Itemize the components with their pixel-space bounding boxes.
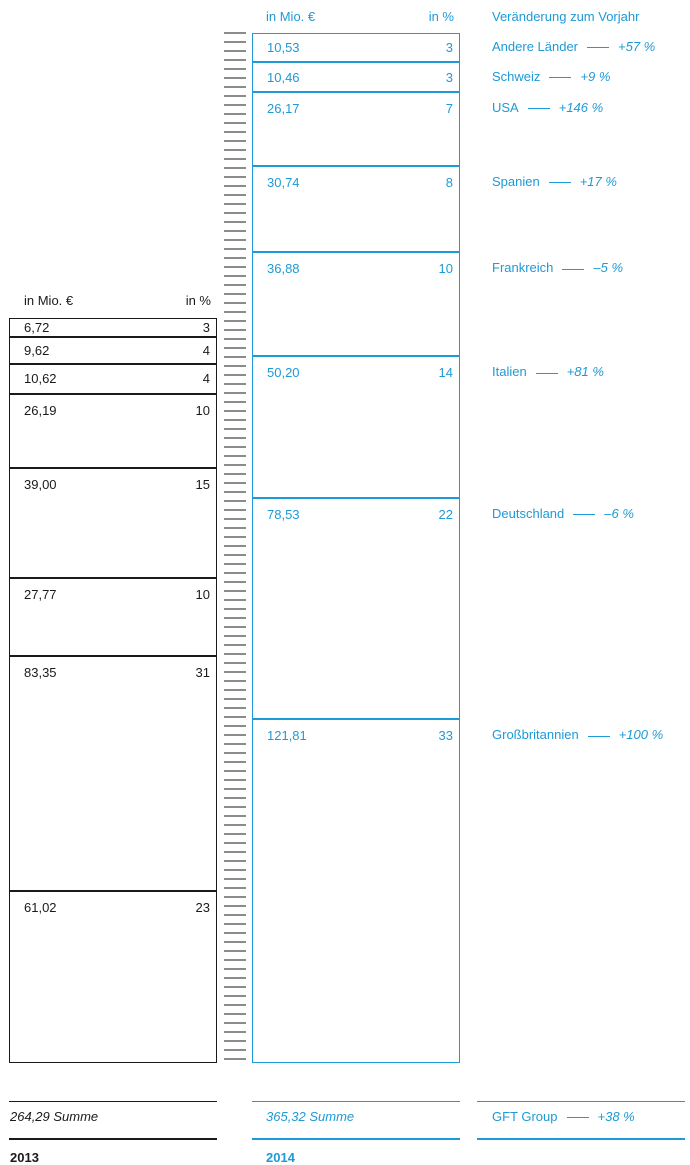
bar-2014-segment-1 [252,498,460,719]
header-2013-mio: in Mio. € [24,293,74,308]
bar-2014-pct-label: 14 [438,365,453,381]
group-change: +38 % [597,1109,635,1124]
year-2014: 2014 [266,1150,295,1165]
change-value: +17 % [579,173,617,189]
bar-2014-pct-label: 22 [438,507,453,523]
bar-2013-segment-1 [9,656,217,891]
bar-2014-pct-label: 8 [445,174,453,190]
bar-2014-pct-label: 3 [445,40,453,56]
leader-dash [536,373,558,374]
change-value: +100 % [618,727,664,743]
country-row [492,39,655,54]
bar-2014-value-label: 30,74 [267,174,300,190]
bar-2013-value-label: 9,62 [24,342,50,358]
country-name: Schweiz [492,68,541,84]
sum-rule-2013 [9,1101,217,1102]
bar-2014-segment-4 [252,166,460,253]
bar-2014-segment-7 [252,33,460,63]
sum-rule-2014 [252,1101,460,1102]
bar-2013-value-label: 6,72 [24,319,50,335]
leader-dash [573,514,595,515]
bar-2013-pct-label: 15 [195,476,210,492]
country-name: Andere Länder [492,39,579,55]
header-change: Veränderung zum Vorjahr [492,9,640,24]
bar-2014-segment-2 [252,356,460,498]
bar-2014-pct-label: 10 [438,261,453,277]
country-name: Italien [492,364,527,380]
header-2014-mio: in Mio. € [266,9,316,24]
change-value: +57 % [618,39,656,55]
country-row [492,260,623,275]
country-row [492,174,617,189]
change-value: +9 % [580,68,611,84]
group-dash [567,1117,589,1118]
year-rule-2013 [9,1138,217,1140]
country-row [492,69,610,84]
bar-2013-value-label: 10,62 [24,371,57,387]
leader-dash [587,47,609,48]
bar-2013-value-label: 39,00 [24,476,57,492]
country-row [492,364,604,379]
bar-2013-segment-2 [9,578,217,656]
bar-2014-value-label: 50,20 [267,365,300,381]
group-rule-bottom [477,1138,685,1140]
bar-2014-value-label: 36,88 [267,261,300,277]
bar-2013-value-label: 61,02 [24,899,57,915]
group-change-label [492,1109,635,1124]
leader-dash [528,108,550,109]
header-2014-pct: in % [428,9,454,24]
sum-2013: 264,29 Summe [10,1109,99,1124]
bar-2013-pct-label: 4 [202,342,210,358]
leader-dash [588,736,610,737]
bar-2014-value-label: 10,46 [267,69,300,85]
bar-2013-segment-7 [9,318,217,337]
bar-2014-value-label: 10,53 [267,40,300,56]
bar-2013-pct-label: 4 [202,371,210,387]
leader-dash [549,77,571,78]
leader-dash [549,182,571,183]
country-row [492,100,603,115]
bar-2014-value-label: 121,81 [267,728,307,744]
bar-2014-segment-6 [252,62,460,91]
change-value: +146 % [558,99,604,115]
bar-2013-segment-3 [9,468,217,578]
bar-2014-segment-5 [252,92,460,166]
country-name: USA [492,99,519,115]
group-rule-top [477,1101,685,1102]
bar-2013-pct-label: 10 [195,586,210,602]
bar-2013-pct-label: 3 [202,319,210,335]
country-row [492,727,663,742]
change-value: –5 % [593,260,624,276]
year-2013: 2013 [10,1150,39,1165]
bar-2014-value-label: 78,53 [267,507,300,523]
country-name: Spanien [492,173,540,189]
country-name: Deutschland [492,506,565,522]
bar-2014-pct-label: 3 [445,69,453,85]
bar-2013-segment-5 [9,364,217,394]
sum-2014: 365,32 Summe [266,1109,355,1124]
bar-2014-segment-3 [252,252,460,356]
change-value: +81 % [566,364,604,380]
group-label: GFT Group [492,1109,558,1124]
bar-2013-value-label: 83,35 [24,664,57,680]
country-name: Großbritannien [492,727,579,743]
bar-2013-pct-label: 23 [195,899,210,915]
bar-2014-pct-label: 33 [438,728,453,744]
bar-2014-value-label: 26,17 [267,100,300,116]
bar-2013-pct-label: 31 [195,664,210,680]
country-name: Frankreich [492,260,554,276]
header-2013-pct: in % [185,293,211,308]
bar-2013-value-label: 27,77 [24,586,57,602]
change-value: –6 % [604,506,634,522]
bar-2014-pct-label: 7 [445,100,453,116]
bar-2013-pct-label: 10 [195,402,210,418]
bar-2013-segment-0 [9,891,217,1063]
bar-2013-segment-6 [9,337,217,364]
bar-2013-segment-4 [9,394,217,468]
bar-2014-segment-0 [252,719,460,1063]
country-row [492,506,634,521]
bar-2013-value-label: 26,19 [24,402,57,418]
leader-dash [562,269,584,270]
year-rule-2014 [252,1138,460,1140]
